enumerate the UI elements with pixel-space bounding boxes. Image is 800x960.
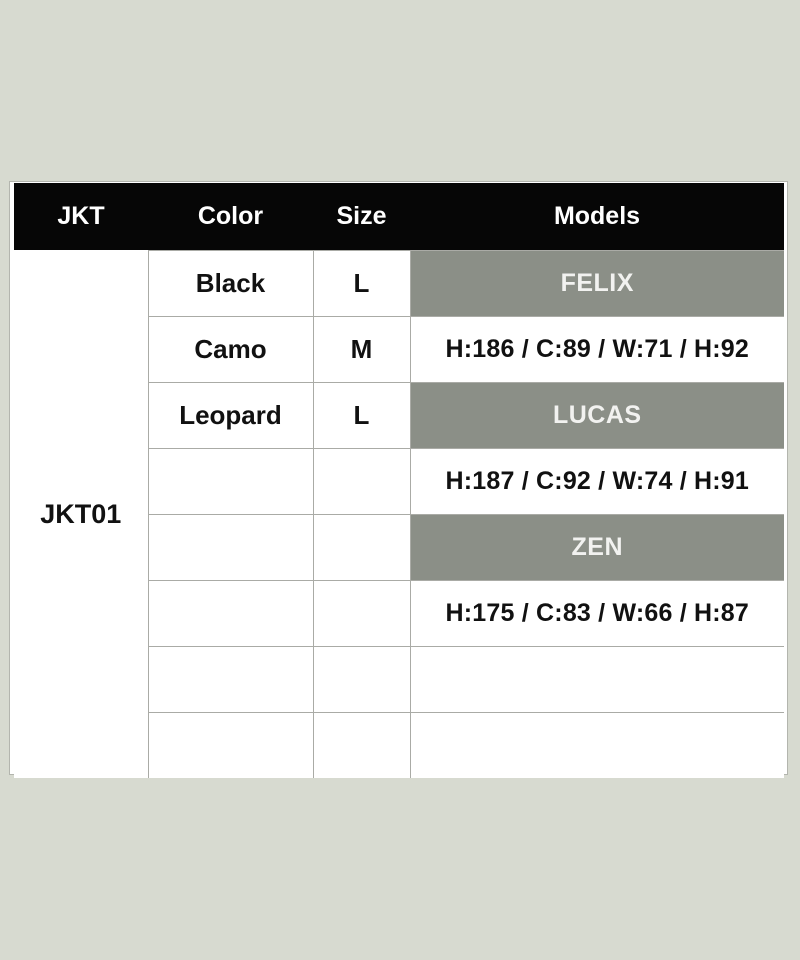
size-chart-table [14, 183, 784, 778]
color-cell [148, 646, 313, 712]
color-cell [148, 448, 313, 514]
header-cell-jkt: JKT [14, 183, 148, 250]
size-chart-body [14, 250, 784, 778]
model-name-banner: ZEN [410, 514, 784, 580]
header-cell-color: Color [148, 183, 313, 250]
size-cell: L [313, 250, 410, 316]
size-cell [313, 646, 410, 712]
empty-cell [410, 712, 784, 778]
size-chart-card [9, 181, 788, 775]
size-cell [313, 514, 410, 580]
empty-cell [410, 646, 784, 712]
size-chart-header [14, 183, 784, 250]
header-row [14, 183, 784, 250]
size-cell: M [313, 316, 410, 382]
color-cell: Camo [148, 316, 313, 382]
size-cell [313, 448, 410, 514]
color-cell [148, 580, 313, 646]
size-cell: L [313, 382, 410, 448]
size-cell [313, 580, 410, 646]
color-cell: Leopard [148, 382, 313, 448]
color-cell [148, 712, 313, 778]
header-cell-models: Models [410, 183, 784, 250]
header-cell-size: Size [313, 183, 410, 250]
table-row [14, 250, 784, 316]
color-cell [148, 514, 313, 580]
model-name-banner: FELIX [410, 250, 784, 316]
color-cell: Black [148, 250, 313, 316]
product-code-cell: JKT01 [14, 250, 148, 778]
model-measurements-cell: H:175 / C:83 / W:66 / H:87 [410, 580, 784, 646]
size-cell [313, 712, 410, 778]
model-measurements-cell: H:186 / C:89 / W:71 / H:92 [410, 316, 784, 382]
model-name-banner: LUCAS [410, 382, 784, 448]
model-measurements-cell: H:187 / C:92 / W:74 / H:91 [410, 448, 784, 514]
